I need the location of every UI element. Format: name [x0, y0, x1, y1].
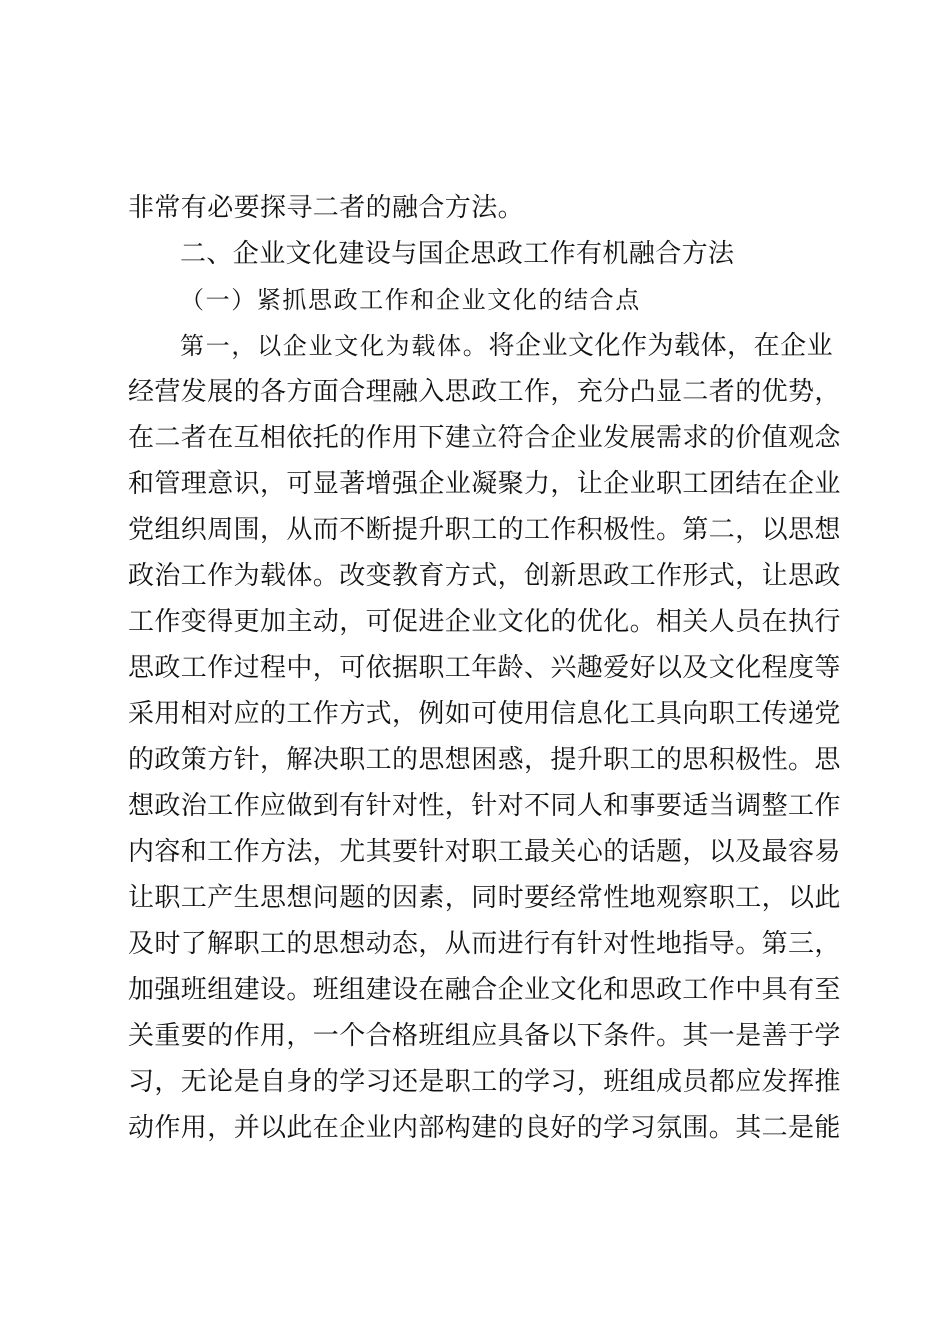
- body-line: 经营发展的各方面合理融入思政工作，充分凸显二者的优势，: [128, 377, 841, 407]
- body-line: 在二者在互相依托的作用下建立符合企业发展需求的价值观念: [128, 423, 841, 453]
- body-line: 党组织周围，从而不断提升职工的工作积极性。第二，以思想: [128, 515, 841, 545]
- body-line: 思政工作过程中，可依据职工年龄、兴趣爱好以及文化程度等: [128, 653, 841, 683]
- body-line-first-text: 将企业文化作为载体，在企业: [488, 331, 833, 361]
- emphasis-lead: 第一，以企业文化为载体。: [180, 332, 489, 360]
- body-line: 的政策方针，解决职工的思想困惑，提升职工的思积极性。思: [128, 745, 841, 775]
- body-line-first: [180, 326, 833, 366]
- section-heading: 二、企业文化建设与国企思政工作有机融合方法: [180, 239, 735, 269]
- body-line: 让职工产生思想问题的因素，同时要经常性地观察职工，以此: [128, 883, 841, 913]
- body-line: 采用相对应的工作方式，例如可使用信息化工具向职工传递党: [128, 699, 841, 729]
- body-line: 想政治工作应做到有针对性，针对不同人和事要适当调整工作: [128, 791, 841, 821]
- body-line: 内容和工作方法，尤其要针对职工最关心的话题，以及最容易: [128, 837, 841, 867]
- body-line: 政治工作为载体。改变教育方式，创新思政工作形式，让思政: [128, 561, 841, 591]
- paragraph-tail: 非常有必要探寻二者的融合方法。: [128, 193, 525, 223]
- body-line: 工作变得更加主动，可促进企业文化的优化。相关人员在执行: [128, 607, 841, 637]
- body-line: 及时了解职工的思想动态，从而进行有针对性地指导。第三，: [128, 929, 841, 959]
- body-line: 和管理意识，可显著增强企业凝聚力，让企业职工团结在企业: [128, 469, 841, 499]
- body-line: 习，无论是自身的学习还是职工的学习，班组成员都应发挥推: [128, 1067, 841, 1097]
- body-line: 关重要的作用，一个合格班组应具备以下条件。其一是善于学: [128, 1021, 841, 1051]
- body-line-last: 动作用，并以此在企业内部构建的良好的学习氛围。其二是能: [128, 1113, 841, 1143]
- subsection-heading: （一）紧抓思政工作和企业文化的结合点: [180, 286, 641, 314]
- body-line: 加强班组建设。班组建设在融合企业文化和思政工作中具有至: [128, 975, 841, 1005]
